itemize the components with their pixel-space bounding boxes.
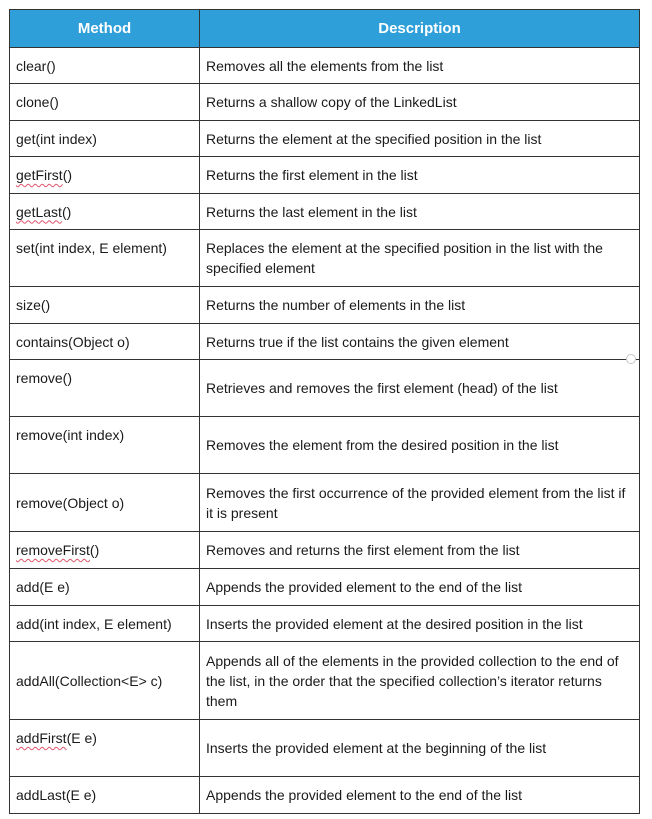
- method-name: clone(): [16, 94, 59, 110]
- table-row: [10, 360, 640, 417]
- table-row: [10, 230, 640, 287]
- description-cell: Replaces the element at the specified position in the list with the specified element: [200, 230, 640, 287]
- description-cell: Removes all the elements from the list: [200, 48, 640, 84]
- method-name: add(E e): [16, 579, 70, 595]
- method-cell: [10, 230, 200, 287]
- method-cell: [10, 194, 200, 230]
- method-cell: [10, 606, 200, 642]
- method-cell: [10, 777, 200, 814]
- description-cell: Inserts the provided element at the beginning of the list: [200, 720, 640, 777]
- method-name-suffix: (): [89, 542, 100, 558]
- description-cell: Appends the provided element to the end of the list: [200, 569, 640, 606]
- method-cell: [10, 48, 200, 84]
- method-cell: [10, 121, 200, 157]
- method-name-spellchecked: addFirst: [16, 730, 67, 746]
- description-cell: Appends all of the elements in the provided collection to the end of the list, in the order that the specified collection’s iterator returns them: [200, 642, 640, 720]
- method-cell: [10, 157, 200, 194]
- table-row: [10, 606, 640, 642]
- table-row: [10, 287, 640, 324]
- method-cell: [10, 287, 200, 324]
- method-cell: [10, 360, 200, 417]
- method-cell: [10, 532, 200, 569]
- description-cell: Inserts the provided element at the desired position in the list: [200, 606, 640, 642]
- table-row: [10, 121, 640, 157]
- method-cell: [10, 642, 200, 720]
- table-row: [10, 194, 640, 230]
- table-row: [10, 777, 640, 814]
- method-name: clear(): [16, 57, 56, 74]
- method-name: addAll(Collection<E> c): [16, 672, 163, 689]
- table-row: [10, 157, 640, 194]
- description-cell: Returns true if the list contains the given element: [200, 324, 640, 360]
- method-name-spellchecked: getFirst: [16, 167, 63, 183]
- description-cell: Returns the number of elements in the list: [200, 287, 640, 324]
- method-header: Method: [10, 10, 200, 48]
- description-cell: Returns the first element in the list: [200, 157, 640, 194]
- description-cell: Returns the last element in the list: [200, 194, 640, 230]
- table-row: [10, 324, 640, 360]
- method-cell: [10, 417, 200, 474]
- resize-handle-dot: [626, 354, 636, 364]
- description-cell: Returns the element at the specified position in the list: [200, 121, 640, 157]
- description-cell: Returns a shallow copy of the LinkedList: [200, 84, 640, 121]
- method-name: remove(Object o): [16, 494, 125, 511]
- methods-table: [9, 9, 640, 814]
- method-name-spellchecked: getLast: [16, 203, 62, 220]
- method-name-spellchecked: removeFirst: [16, 542, 90, 558]
- table-row: [10, 532, 640, 569]
- description-cell: Appends the provided element to the end of the list: [200, 777, 640, 814]
- method-name: set(int index, E element): [16, 240, 167, 256]
- table-row: [10, 48, 640, 84]
- table-row: [10, 720, 640, 777]
- method-cell: [10, 84, 200, 121]
- method-cell: [10, 324, 200, 360]
- method-name: contains(Object o): [16, 333, 130, 350]
- description-cell: Removes and returns the first element from the list: [200, 532, 640, 569]
- description-cell: Removes the first occurrence of the provided element from the list if it is present: [200, 474, 640, 532]
- method-name: addLast(E e): [16, 787, 97, 803]
- method-name: get(int index): [16, 130, 97, 147]
- method-name: add(int index, E element): [16, 615, 172, 632]
- method-name-suffix: (): [62, 167, 73, 183]
- table-row: [10, 84, 640, 121]
- description-header: Description: [200, 10, 640, 48]
- table-row: [10, 569, 640, 606]
- method-name: size(): [16, 297, 51, 313]
- header-row: [10, 10, 640, 48]
- description-cell: Retrieves and removes the first element (head) of the list: [200, 360, 640, 417]
- table-row: [10, 642, 640, 720]
- table-row: [10, 417, 640, 474]
- method-cell: [10, 720, 200, 777]
- method-name-suffix: (E e): [66, 730, 97, 746]
- method-name: remove(): [16, 370, 73, 386]
- description-cell: Removes the element from the desired position in the list: [200, 417, 640, 474]
- method-cell: [10, 569, 200, 606]
- method-name: remove(int index): [16, 427, 125, 443]
- method-name-suffix: (): [61, 203, 72, 220]
- table-row: [10, 474, 640, 532]
- method-cell: [10, 474, 200, 532]
